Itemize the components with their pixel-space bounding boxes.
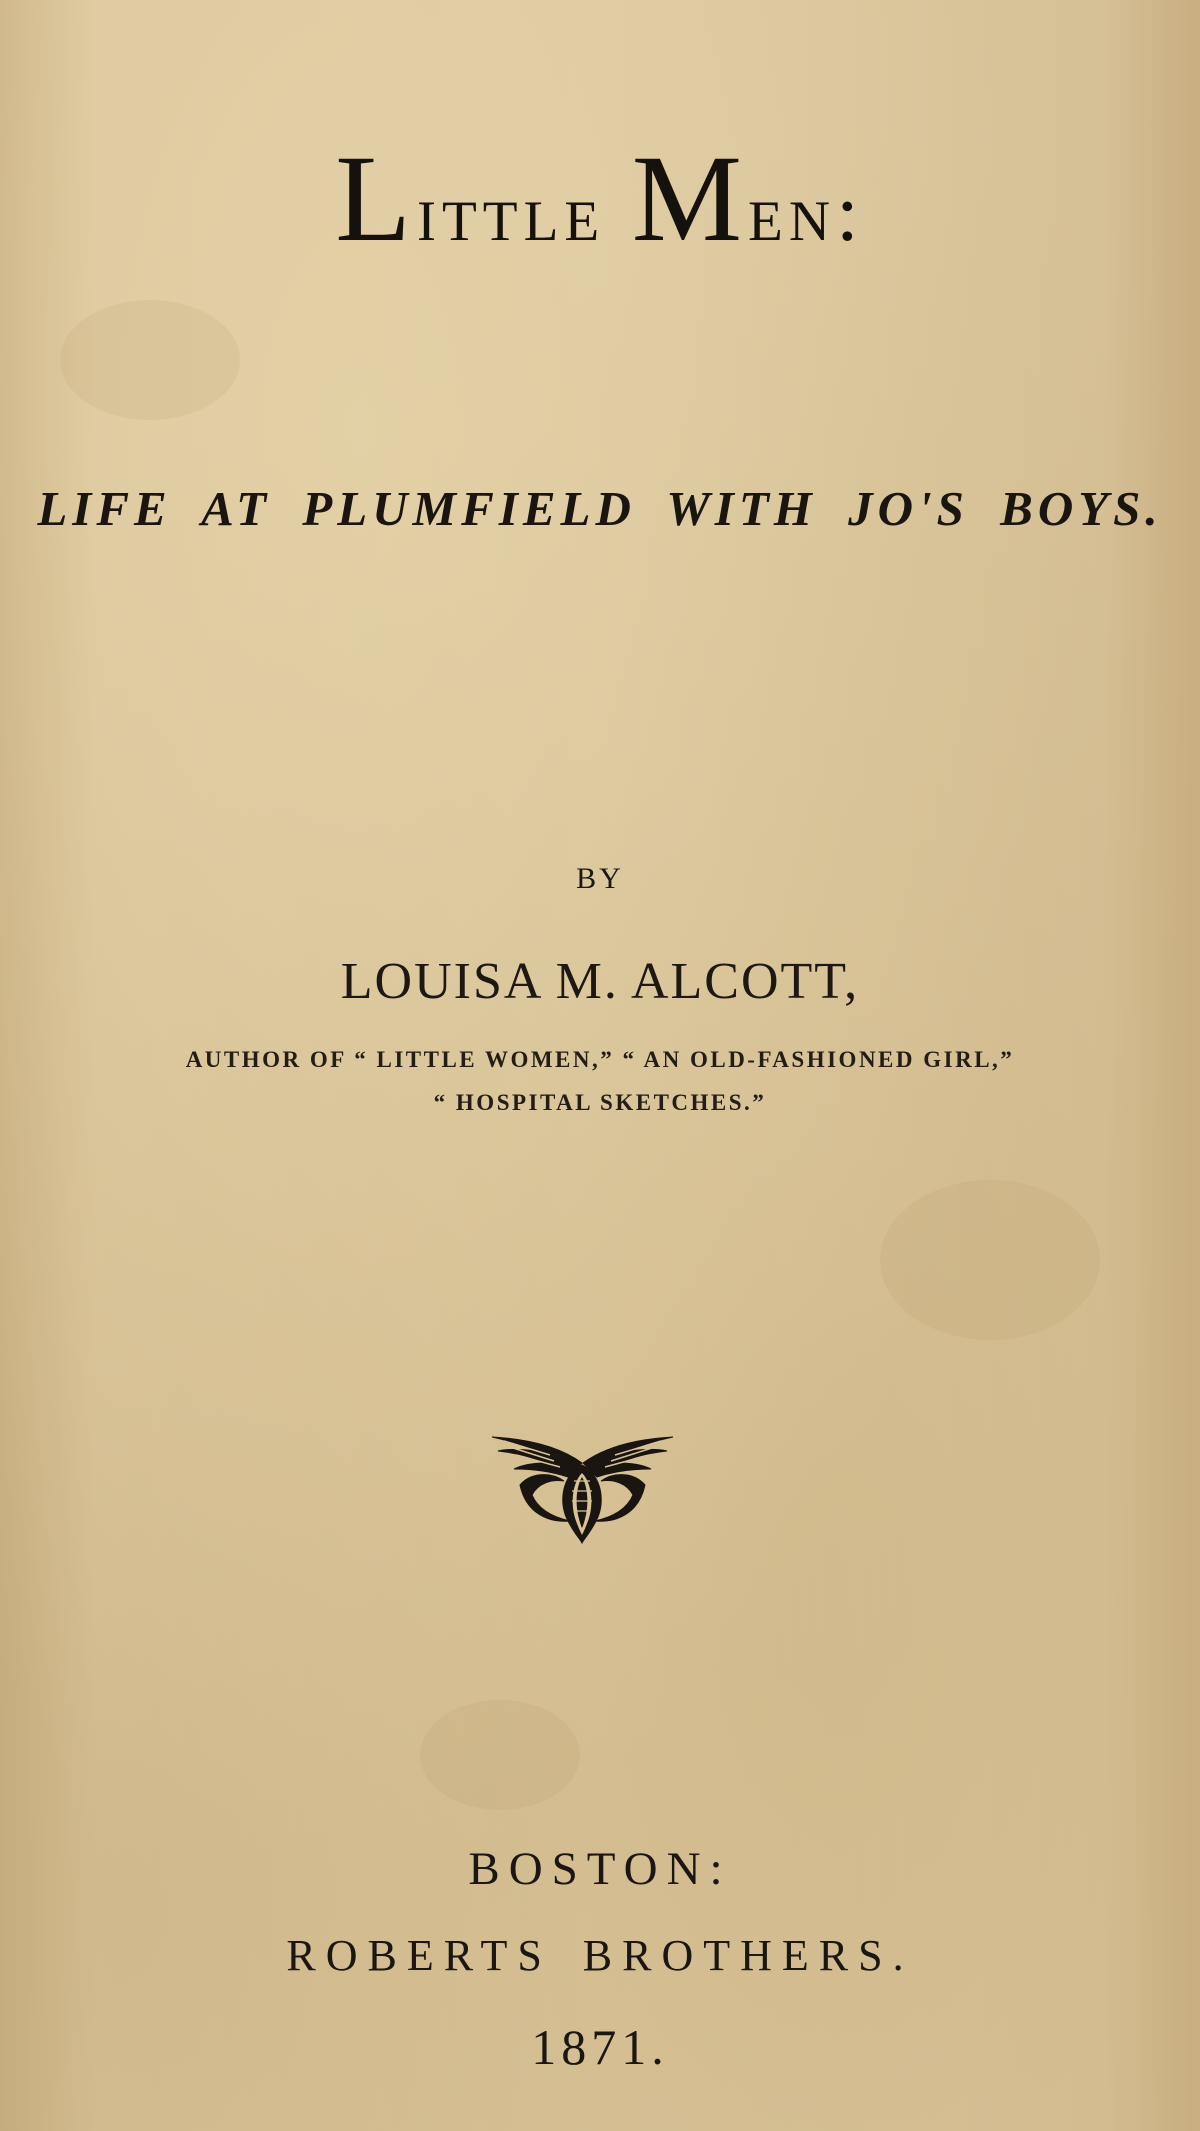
publication-year: 1871. [531, 2019, 669, 2075]
book-subtitle: LIFE AT PLUMFIELD WITH JO'S BOYS. [37, 481, 1163, 536]
publisher-name: ROBERTS BROTHERS. [286, 1931, 914, 1980]
title-word-2-rest: en: [748, 167, 865, 258]
title-word-1-rest: ittle [416, 167, 632, 258]
author-name: LOUISA M. ALCOTT, [340, 953, 860, 1010]
title-initial-m: M [631, 130, 748, 267]
title-initial-l: L [335, 130, 417, 267]
byline-by: BY [576, 862, 624, 895]
paper-stain [60, 300, 240, 420]
publication-city: BOSTON: [468, 1843, 732, 1895]
author-credits-line-2: “ HOSPITAL SKETCHES.” [433, 1090, 767, 1115]
book-title [0, 128, 1200, 270]
paper-stain [420, 1700, 580, 1810]
paper-stain [880, 1180, 1100, 1340]
winged-shell-ornament-icon [490, 1425, 675, 1545]
author-credits-line-1: AUTHOR OF “ LITTLE WOMEN,” “ AN OLD-FASHIONED GIRL,” [185, 1047, 1015, 1072]
